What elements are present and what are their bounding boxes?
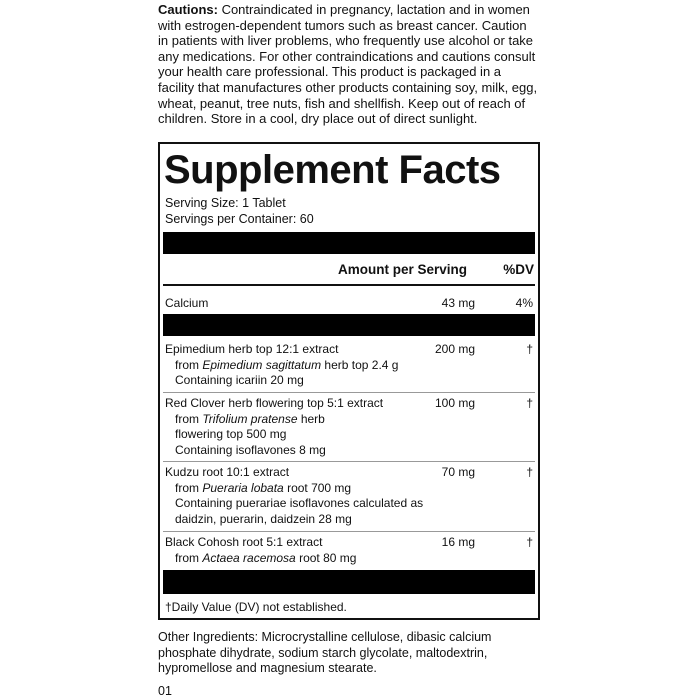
ingredient-extra: Containing puerariae isoflavones calculated as (175, 496, 424, 510)
serving-size: Serving Size: 1 Tablet (165, 196, 286, 210)
ingredient-source: from Epimedium sagittatum herb top 2.4 g (175, 357, 399, 372)
dv-header: %DV (503, 262, 534, 277)
row-divider (163, 461, 535, 462)
ingredient-amount: 16 mg (441, 535, 475, 549)
latin-name: Actaea racemosa (202, 550, 296, 565)
dv-footnote: †Daily Value (DV) not established. (165, 600, 347, 614)
latin-name: Pueraria lobata (202, 480, 284, 495)
ingredient-amount: 70 mg (441, 465, 475, 479)
ingredient-dv: † (526, 535, 533, 549)
row-divider (163, 531, 535, 532)
nutrient-dv: 4% (515, 296, 533, 310)
ingredient-amount: 200 mg (434, 342, 475, 356)
latin-name: Epimedium sagittatum (202, 357, 322, 372)
ingredient-extra: flowering top 500 mg (175, 427, 287, 441)
ingredient-extra: daidzin, puerarin, daidzein 28 mg (175, 511, 352, 526)
ingredient-dv: † (526, 342, 533, 356)
ingredient-dv: † (526, 465, 533, 479)
ingredient-dv: † (526, 396, 533, 410)
panel-title: Supplement Facts (164, 148, 501, 192)
cautions-label: Cautions: (158, 2, 218, 17)
row-divider (163, 392, 535, 393)
other-ingredients: Other Ingredients: Microcrystalline cellulose, dibasic calcium phosphate dihydrate, sodium starch glycolate, maltodextrin, hypromellose and magnesium stearate. (158, 630, 492, 675)
ingredient-source: from Pueraria lobata root 700 mg (175, 480, 352, 495)
ingredient-name: Kudzu root 10:1 extract (165, 465, 290, 479)
latin-name: Trifolium pratense (202, 411, 298, 426)
cautions-body: Contraindicated in pregnancy, lactation and in women with estrogen-dependent tumors such as breast cancer. Caution in patients with liver problems, who frequently use alcohol or take any medications. For other contraindications and cautions consult your health care professional. This product is packaged in a facility that manufactures other products containing soy, milk, egg, wheat, peanut, tree nuts, fish and shellfish. Keep out of reach of children. Store in a cool, dry place out of direct sunlight. (158, 2, 538, 127)
thick-bar-top (163, 232, 535, 254)
lot-code: 01 (158, 684, 172, 698)
ingredient-source: from Trifolium pratense herb (175, 411, 325, 426)
ingredient-extra: Containing isoflavones 8 mg (175, 442, 326, 457)
amount-per-serving-header: Amount per Serving (338, 262, 468, 277)
thick-bar-bottom (163, 570, 535, 594)
ingredient-amount: 100 mg (434, 396, 475, 410)
ingredient-name: Black Cohosh root 5:1 extract (165, 535, 323, 549)
nutrient-amount: 43 mg (441, 296, 475, 310)
cautions-text (158, 2, 538, 127)
ingredient-extra: Containing icariin 20 mg (175, 373, 304, 387)
thick-bar-middle (163, 314, 535, 336)
ingredient-name: Red Clover herb flowering top 5:1 extract (165, 396, 384, 410)
supplement-facts-panel (158, 142, 540, 620)
divider (163, 284, 535, 286)
ingredient-source: from Actaea racemosa root 80 mg (175, 550, 357, 565)
nutrient-name: Calcium (165, 296, 209, 310)
ingredient-name: Epimedium herb top 12:1 extract (165, 342, 339, 356)
servings-per-container: Servings per Container: 60 (165, 212, 314, 226)
